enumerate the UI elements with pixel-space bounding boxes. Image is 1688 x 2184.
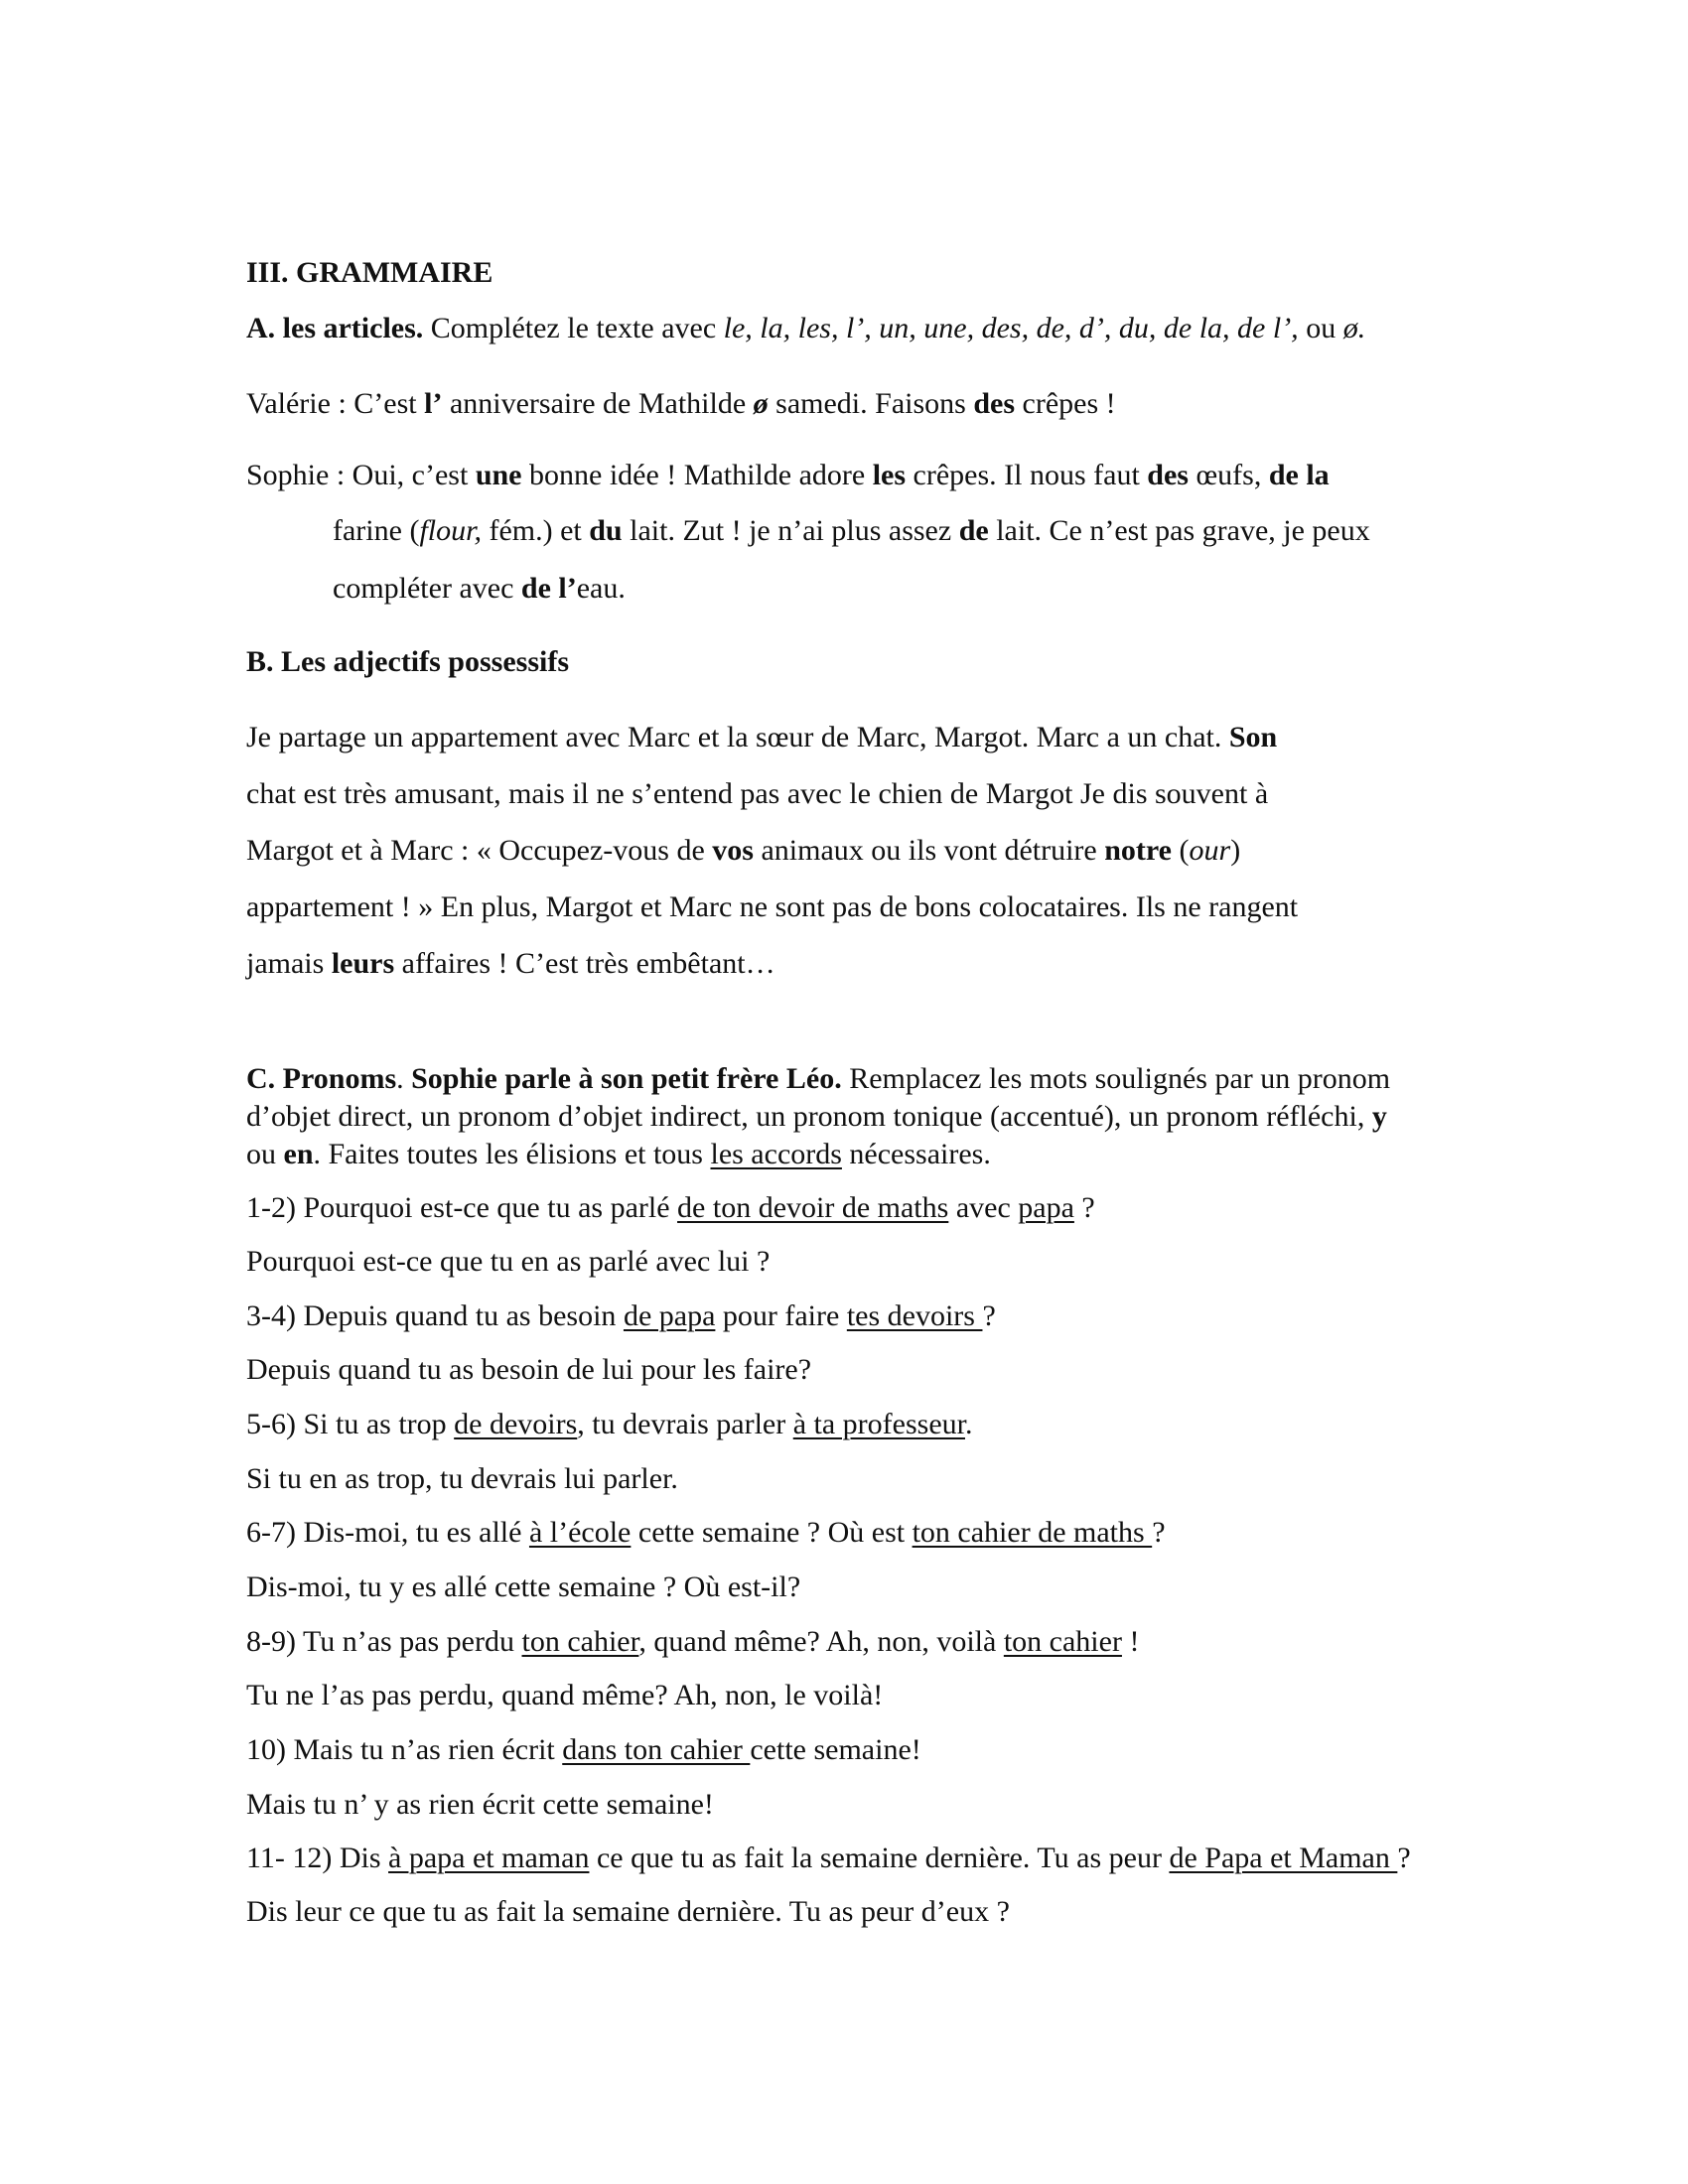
answer: Dis-moi, tu y es allé cette semaine ? Où est-il? — [246, 1570, 801, 1603]
section-c-instructions: C. Pronoms. Sophie parle à son petit frère Léo. Remplacez les mots soulignés par un pronom — [246, 1062, 1391, 1095]
question: 3-4) Depuis quand tu as besoin de papa pour faire tes devoirs ? — [246, 1299, 996, 1332]
dialogue-line: farine (flour, fém.) et du lait. Zut ! je n’ai plus assez de lait. Ce n’est pas grave, je peux — [333, 514, 1370, 547]
answer: Pourquoi est-ce que tu en as parlé avec lui ? — [246, 1245, 771, 1278]
answer: Mais tu n’ y as rien écrit cette semaine! — [246, 1788, 714, 1821]
section-c-title: C. Pronoms — [246, 1062, 397, 1095]
section-a-instructions: A. les articles. Complétez le texte avec le, la, les, l’, un, une, des, de, d’, du, de la, de l’, ou ø. — [246, 312, 1366, 344]
answer: Dis leur ce que tu as fait la semaine dernière. Tu as peur d’eux ? — [246, 1895, 1010, 1928]
section-c-instructions: d’objet direct, un pronom d’objet indirect, un pronom tonique (accentué), un pronom réfléchi, y — [246, 1100, 1387, 1133]
question: 10) Mais tu n’as rien écrit dans ton cahier cette semaine! — [246, 1733, 921, 1766]
section-b-title: B. Les adjectifs possessifs — [246, 645, 570, 678]
question: 5-6) Si tu as trop de devoirs, tu devrais parler à ta professeur. — [246, 1408, 973, 1440]
paragraph-line: chat est très amusant, mais il ne s’entend pas avec le chien de Margot Je dis souvent à — [246, 777, 1269, 810]
answer: Depuis quand tu as besoin de lui pour les faire? — [246, 1353, 812, 1386]
question: 11- 12) Dis à papa et maman ce que tu as fait la semaine dernière. Tu as peur de Papa et Maman ? — [246, 1842, 1411, 1874]
paragraph-line: Margot et à Marc : « Occupez-vous de vos animaux ou ils vont détruire notre (our) — [246, 834, 1241, 867]
paragraph-line: appartement ! » En plus, Margot et Marc ne sont pas de bons colocataires. Ils ne rangent — [246, 890, 1299, 923]
answer: Si tu en as trop, tu devrais lui parler. — [246, 1462, 678, 1495]
section-a-title: A. les articles. — [246, 312, 424, 344]
answer: Tu ne l’as pas perdu, quand même? Ah, non, le voilà! — [246, 1679, 884, 1711]
article-list: le, la, les, l’, un, une, des, de, d’, du, de la, de l’, — [723, 312, 1299, 344]
question: 1-2) Pourquoi est-ce que tu as parlé de ton devoir de maths avec papa ? — [246, 1191, 1095, 1224]
question: 8-9) Tu n’as pas perdu ton cahier, quand même? Ah, non, voilà ton cahier ! — [246, 1625, 1140, 1658]
section-heading: III. GRAMMAIRE — [246, 256, 493, 289]
paragraph-line: jamais leurs affaires ! C’est très embêtant… — [246, 947, 775, 980]
dialogue-line: Valérie : C’est l’ anniversaire de Mathilde ø samedi. Faisons des crêpes ! — [246, 387, 1116, 420]
dialogue-line: compléter avec de l’eau. — [333, 572, 626, 605]
paragraph-line: Je partage un appartement avec Marc et la sœur de Marc, Margot. Marc a un chat. Son — [246, 721, 1278, 753]
question: 6-7) Dis-moi, tu es allé à l’école cette semaine ? Où est ton cahier de maths ? — [246, 1516, 1166, 1549]
dialogue-line: Sophie : Oui, c’est une bonne idée ! Mathilde adore les crêpes. Il nous faut des œufs, de la — [246, 459, 1330, 491]
section-c-instructions: ou en. Faites toutes les élisions et tous les accords nécessaires. — [246, 1138, 991, 1170]
